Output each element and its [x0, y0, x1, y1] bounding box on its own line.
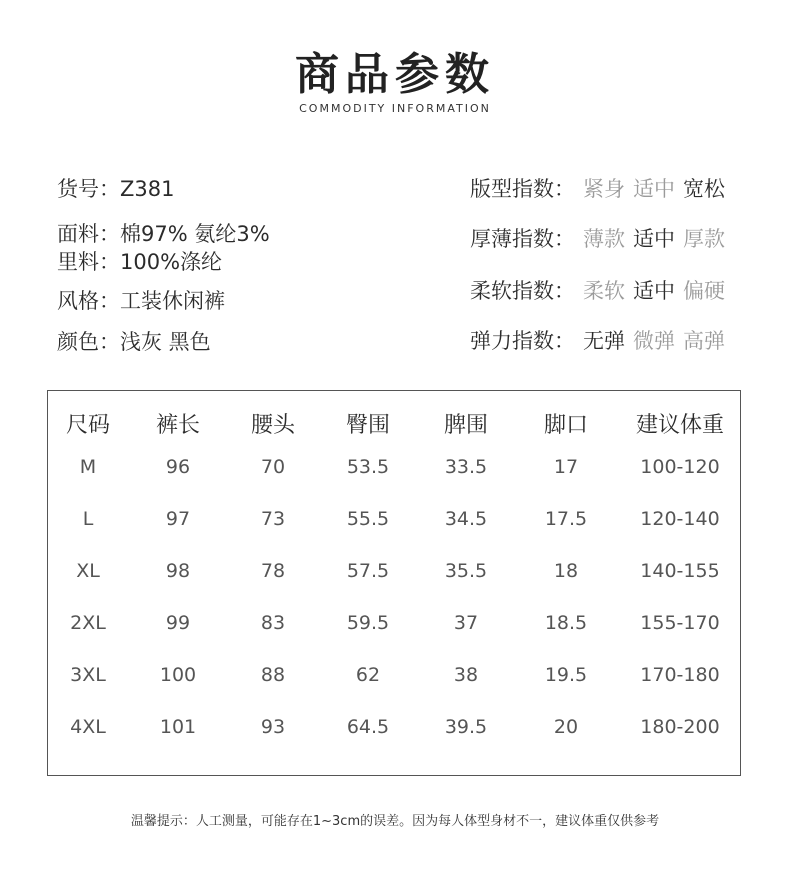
table-cell: 140-155: [640, 560, 720, 582]
table-cell: 55.5: [346, 508, 390, 530]
table-cell: 70: [260, 456, 286, 478]
table-cell: 38: [453, 664, 479, 686]
index-option: 紧身: [583, 177, 625, 201]
index-thickness: [470, 223, 725, 253]
table-cell: 155-170: [640, 612, 720, 634]
info-value: 棉97% 氨纶3%: [120, 222, 270, 246]
table-cell: 19.5: [544, 664, 588, 686]
table-header-cell: 脾围: [443, 413, 488, 438]
table-cell: 120-140: [640, 508, 720, 530]
index-softness: [470, 275, 725, 305]
table-cell: 17: [553, 456, 579, 478]
index-option: 微弹: [633, 329, 675, 353]
info-label: 里料：: [57, 250, 120, 274]
table-cell: 78: [260, 560, 286, 582]
table-cell: 3XL: [70, 664, 106, 686]
index-label: 版型指数：: [470, 177, 575, 201]
table-cell: L: [82, 508, 94, 530]
info-value: 100%涤纶: [120, 250, 223, 274]
table-cell: 62: [355, 664, 381, 686]
table-cell: 18: [553, 560, 579, 582]
table-cell: 17.5: [544, 508, 588, 530]
index-option: 高弹: [683, 329, 725, 353]
table-cell: 180-200: [640, 716, 720, 738]
table-cell: 64.5: [346, 716, 390, 738]
table-cell: 34.5: [444, 508, 488, 530]
table-cell: 73: [260, 508, 286, 530]
table-cell: 57.5: [346, 560, 390, 582]
table-cell: 98: [165, 560, 191, 582]
table-cell: 100-120: [640, 456, 720, 478]
index-fit: [470, 173, 725, 203]
page-title: 商品参数: [295, 49, 495, 100]
index-option: 宽松: [683, 177, 725, 201]
info-value: Z381: [120, 177, 175, 201]
table-cell: 170-180: [640, 664, 720, 686]
info-value: 浅灰 黑色: [120, 330, 211, 354]
info-label: 风格：: [57, 289, 120, 313]
table-cell: 97: [165, 508, 191, 530]
index-option: 适中: [633, 227, 675, 251]
index-label: 柔软指数：: [470, 279, 575, 303]
table-cell: 53.5: [346, 456, 390, 478]
table-header-cell: 臀围: [345, 413, 390, 438]
index-option: 厚款: [683, 227, 725, 251]
table-cell: 83: [260, 612, 286, 634]
info-label: 颜色：: [57, 330, 120, 354]
info-value: 工装休闲裤: [120, 289, 225, 313]
table-header-cell: 脚口: [543, 413, 588, 438]
info-item-style: [57, 285, 225, 315]
table-cell: 99: [165, 612, 191, 634]
table-cell: 96: [165, 456, 191, 478]
table-cell: XL: [76, 560, 100, 582]
table-cell: 4XL: [70, 716, 106, 738]
table-cell: 18.5: [544, 612, 588, 634]
info-item-color: [57, 326, 211, 356]
table-cell: 35.5: [444, 560, 488, 582]
table-cell: 100: [159, 664, 197, 686]
info-label: 货号：: [57, 177, 120, 201]
info-item-code: [57, 173, 174, 203]
table-cell: M: [79, 456, 97, 478]
info-label: 面料：: [57, 222, 120, 246]
index-option: 薄款: [583, 227, 625, 251]
page-subtitle: COMMODITY INFORMATION: [299, 102, 491, 115]
table-cell: 93: [260, 716, 286, 738]
table-header-cell: 裤长: [155, 413, 200, 438]
index-option: 柔软: [583, 279, 625, 303]
table-cell: 101: [159, 716, 197, 738]
table-header-cell: 腰头: [250, 413, 295, 438]
info-item-fabric: [57, 218, 270, 248]
index-label: 弹力指数：: [470, 329, 575, 353]
index-option: 无弹: [583, 329, 625, 353]
table-header-cell: 建议体重: [635, 413, 724, 438]
index-elasticity: [470, 325, 725, 355]
size-table: [47, 390, 741, 776]
index-option: 偏硬: [683, 279, 725, 303]
measurement-note: 温馨提示：人工测量，可能存在1~3cm的误差。因为每人体型身材不一，建议体重仅供参考: [130, 814, 660, 829]
index-option: 适中: [633, 177, 675, 201]
table-cell: 2XL: [70, 612, 106, 634]
table-header-cell: 尺码: [65, 413, 110, 438]
index-option: 适中: [633, 279, 675, 303]
table-cell: 59.5: [346, 612, 390, 634]
index-label: 厚薄指数：: [470, 227, 575, 251]
table-cell: 33.5: [444, 456, 488, 478]
table-cell: 37: [453, 612, 479, 634]
table-cell: 88: [260, 664, 286, 686]
table-cell: 39.5: [444, 716, 488, 738]
table-cell: 20: [553, 716, 579, 738]
info-item-lining: [57, 246, 222, 276]
